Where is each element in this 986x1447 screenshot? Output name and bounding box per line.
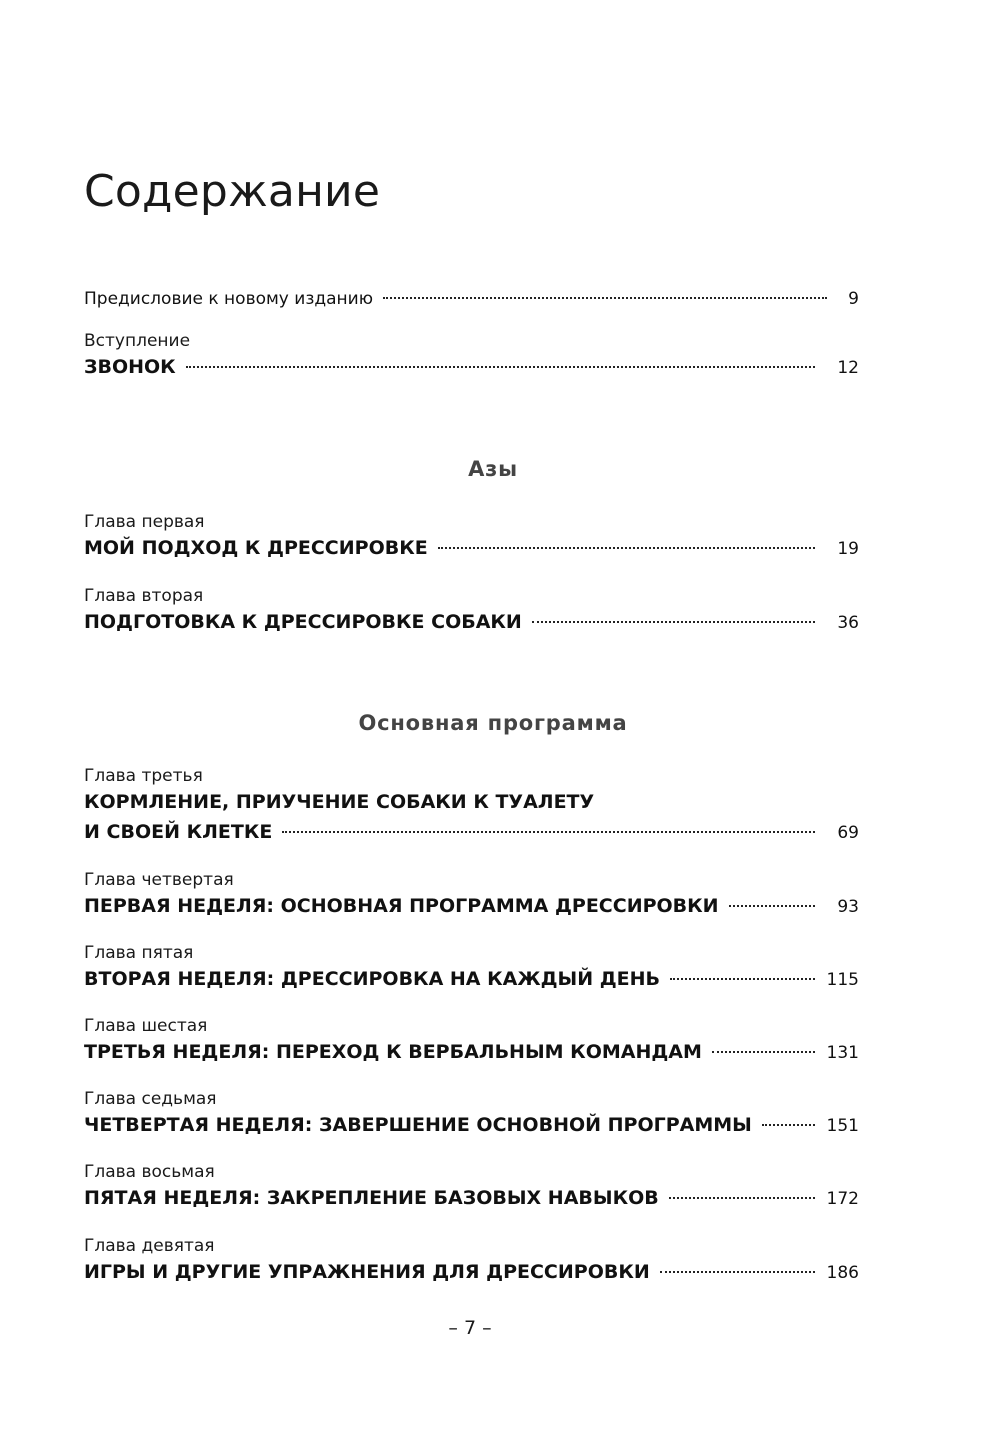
toc-entry-label: Глава вторая <box>84 586 204 606</box>
toc-entry-chapter-3[interactable] <box>84 765 859 848</box>
toc-entry-title: ИГРЫ И ДРУГИЕ УПРАЖНЕНИЯ ДЛЯ ДРЕССИРОВКИ <box>84 1261 650 1283</box>
dot-leader <box>669 1197 815 1199</box>
dot-leader <box>383 297 827 299</box>
toc-entry-label: Глава девятая <box>84 1236 215 1256</box>
dot-leader <box>532 621 815 623</box>
toc-entry-chapter-4[interactable] <box>84 869 859 922</box>
toc-page-number: 151 <box>826 1116 859 1136</box>
dot-leader <box>660 1271 815 1273</box>
toc-entry-row <box>84 607 859 638</box>
toc-entry-chapter-2[interactable] <box>84 585 859 638</box>
dot-leader <box>282 831 815 833</box>
page-number-footer: – 7 – <box>448 1317 492 1339</box>
toc-entry-row <box>84 1183 859 1214</box>
toc-entry-chapter-7[interactable] <box>84 1088 859 1141</box>
dot-leader <box>438 547 815 549</box>
toc-entry-row <box>84 891 859 922</box>
toc-entry-row <box>84 533 859 564</box>
toc-entry-title: ТРЕТЬЯ НЕДЕЛЯ: ПЕРЕХОД К ВЕРБАЛЬНЫМ КОМАНДАМ <box>84 1041 702 1063</box>
toc-entry-title-line1: КОРМЛЕНИЕ, ПРИУЧЕНИЕ СОБАКИ К ТУАЛЕТУ <box>84 791 595 813</box>
toc-entry-row <box>84 1037 859 1068</box>
toc-entry-label: Глава шестая <box>84 1016 208 1036</box>
toc-entry-introduction[interactable] <box>84 330 859 383</box>
toc-entry-row <box>84 787 859 817</box>
toc-entry-chapter-9[interactable] <box>84 1235 859 1288</box>
toc-page-number: 186 <box>826 1263 859 1283</box>
toc-entry-chapter-6[interactable] <box>84 1015 859 1068</box>
toc-entry-label: Вступление <box>84 331 191 351</box>
toc-entry-row <box>84 1257 859 1288</box>
toc-entry-title: ПОДГОТОВКА К ДРЕССИРОВКЕ СОБАКИ <box>84 611 522 633</box>
toc-entry-chapter-1[interactable] <box>84 511 859 564</box>
toc-entry-title: ЧЕТВЕРТАЯ НЕДЕЛЯ: ЗАВЕРШЕНИЕ ОСНОВНОЙ ПРОГРАММЫ <box>84 1114 752 1136</box>
toc-entry-title: ЗВОНОК <box>84 356 176 378</box>
toc-entry-chapter-5[interactable] <box>84 942 859 995</box>
dot-leader <box>762 1124 815 1126</box>
toc-entry-label: Глава седьмая <box>84 1089 217 1109</box>
toc-page-number: 9 <box>848 289 859 309</box>
toc-entry-title: МОЙ ПОДХОД К ДРЕССИРОВКЕ <box>84 537 428 559</box>
section-heading-basics: Азы <box>468 457 518 481</box>
dot-leader <box>186 366 815 368</box>
toc-page-number: 36 <box>837 613 859 633</box>
toc-entry-title: ПЯТАЯ НЕДЕЛЯ: ЗАКРЕПЛЕНИЕ БАЗОВЫХ НАВЫКОВ <box>84 1187 659 1209</box>
toc-page-number: 69 <box>837 823 859 843</box>
toc-entry-title: Предисловие к новому изданию <box>84 289 374 309</box>
toc-entry-label: Глава пятая <box>84 943 194 963</box>
toc-entry-label: Глава первая <box>84 512 205 532</box>
toc-page-number: 93 <box>837 897 859 917</box>
toc-entry-label: Глава третья <box>84 766 203 786</box>
dot-leader <box>670 978 815 980</box>
page-title: Содержание <box>84 166 381 217</box>
toc-page-number: 131 <box>826 1043 859 1063</box>
toc-entry-row <box>84 964 859 995</box>
toc-page-number: 12 <box>837 358 859 378</box>
dot-leader <box>712 1051 815 1053</box>
toc-entry-row <box>84 817 859 848</box>
toc-entry-preface[interactable] <box>84 284 859 314</box>
toc-entry-chapter-8[interactable] <box>84 1161 859 1214</box>
toc-entry-row <box>84 284 859 314</box>
toc-entry-label: Глава четвертая <box>84 870 234 890</box>
dot-leader <box>729 905 815 907</box>
toc-page-number: 19 <box>837 539 859 559</box>
toc-entry-title: ВТОРАЯ НЕДЕЛЯ: ДРЕССИРОВКА НА КАЖДЫЙ ДЕНЬ <box>84 968 661 990</box>
toc-page-number: 115 <box>826 970 859 990</box>
section-heading-main-program: Основная программа <box>358 711 628 735</box>
toc-entry-row <box>84 1110 859 1141</box>
toc-page-number: 172 <box>826 1189 859 1209</box>
toc-entry-row <box>84 352 859 383</box>
toc-entry-title: И СВОЕЙ КЛЕТКЕ <box>84 821 273 843</box>
toc-entry-title: ПЕРВАЯ НЕДЕЛЯ: ОСНОВНАЯ ПРОГРАММА ДРЕССИРОВКИ <box>84 895 719 917</box>
toc-entry-label: Глава восьмая <box>84 1162 215 1182</box>
